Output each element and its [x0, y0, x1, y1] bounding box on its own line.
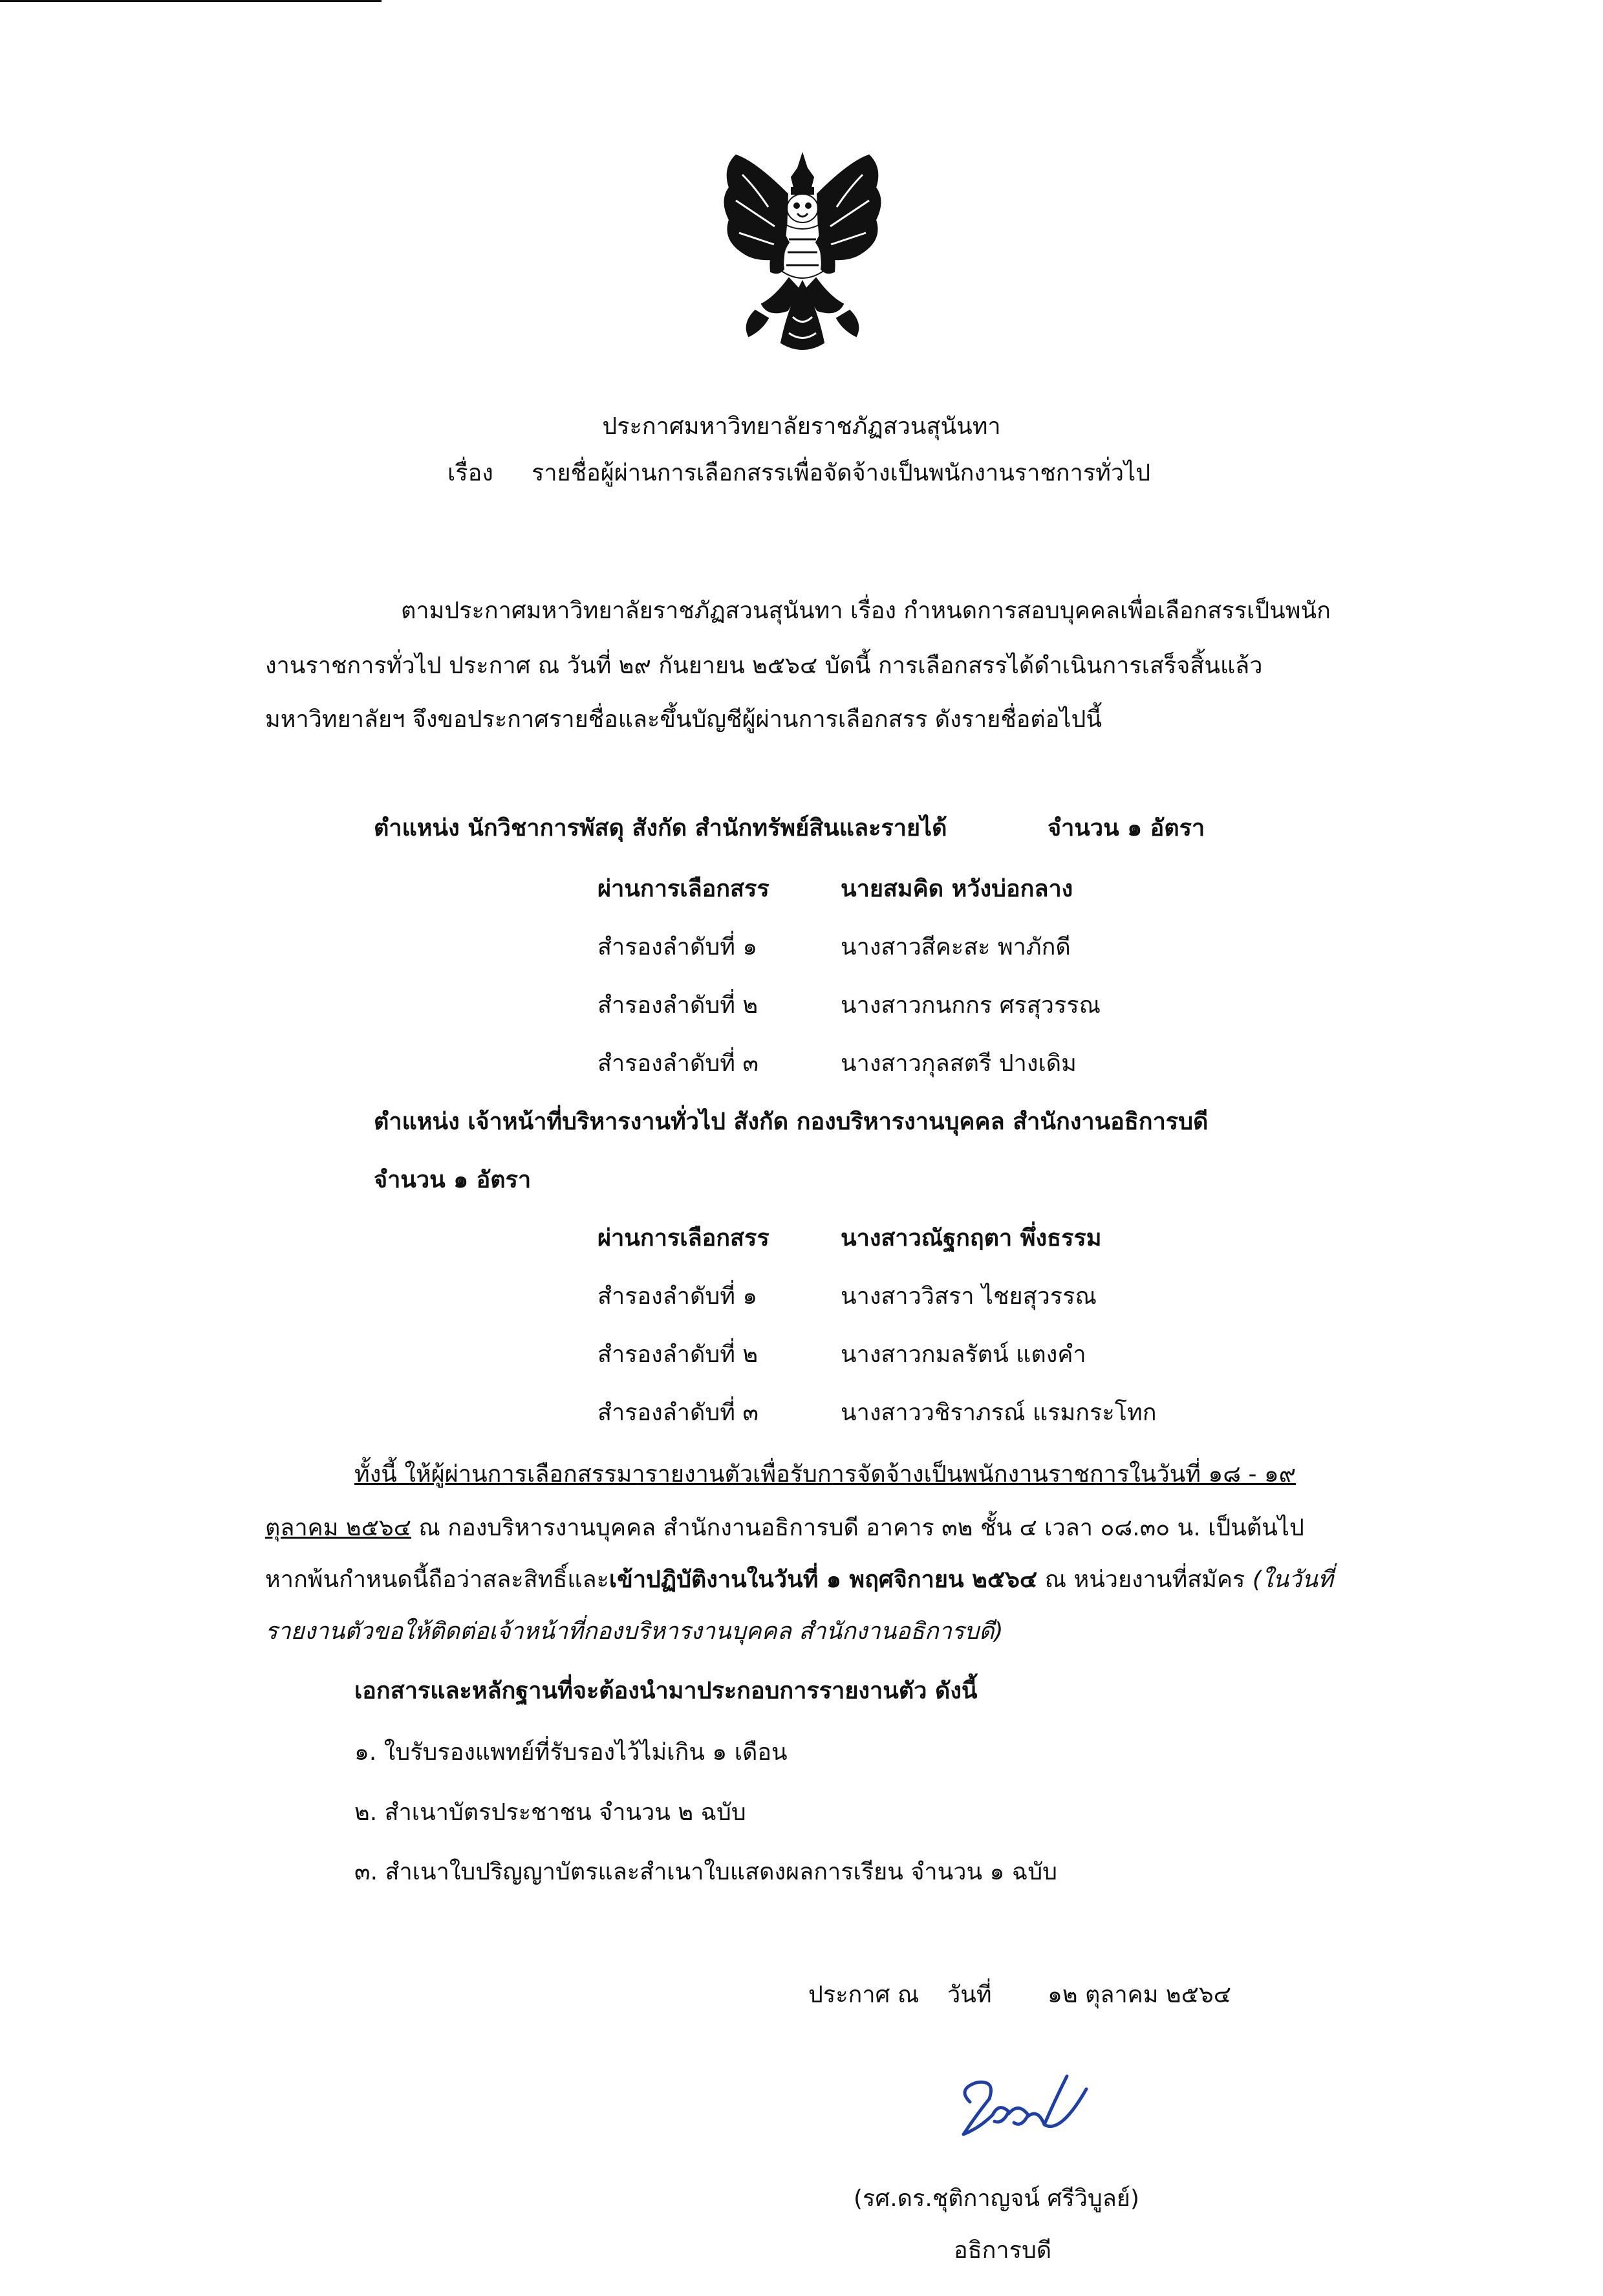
notice-line-3 — [265, 1564, 1333, 1596]
reserve-name: นางสาวกนกกร ศรสุวรรณ — [841, 992, 1101, 1019]
title-divider — [0, 0, 382, 2]
notice-unit: ณ หน่วยงานที่สมัคร — [1037, 1566, 1253, 1593]
passed-label: ผ่านการเลือกสรร — [597, 1225, 769, 1251]
signature-icon — [931, 2063, 1125, 2157]
reserve-label: สำรองลำดับที่ ๓ — [597, 1400, 759, 1426]
reserve-label: สำรองลำดับที่ ๒ — [597, 1341, 758, 1368]
passed-label: ผ่านการเลือกสรร — [597, 876, 769, 902]
notice-forfeit: หากพ้นกำหนดนี้ถือว่าสละสิทธิ์และ — [265, 1566, 609, 1593]
reserve-name: นางสาววชิราภรณ์ แรมกระโทก — [841, 1400, 1157, 1426]
notice-location: ณ กองบริหารงานบุคคล สำนักงานอธิการบดี อาคาร ๓๒ ชั้น ๔ เวลา ๐๘.๓๐ น. เป็นต้นไป — [411, 1515, 1304, 1541]
subject-text: รายชื่อผู้ผ่านการเลือกสรรเพื่อจัดจ้างเป็นพนักงานราชการทั่วไป — [532, 460, 1151, 486]
reserve-label: สำรองลำดับที่ ๑ — [597, 1283, 758, 1310]
passed-name: นางสาวณัฐกฤตา พึ่งธรรม — [841, 1225, 1102, 1251]
subject-label: เรื่อง — [447, 460, 493, 486]
garuda-emblem-icon — [716, 149, 888, 362]
announce-date: ๑๒ ตุลาคม ๒๕๖๔ — [1048, 1982, 1232, 2008]
reserve-label: สำรองลำดับที่ ๓ — [597, 1050, 759, 1077]
date-label: วันที่ — [947, 1982, 992, 2008]
passed-name: นายสมคิด หวังบ่อกลาง — [841, 876, 1073, 902]
signatory-name: (รศ.ดร.ชุติกาญจน์ ศรีวิบูลย์) — [854, 2185, 1139, 2212]
reserve-name: นางสาวสีคะสะ พาภักดี — [841, 934, 1071, 960]
position-quota: จำนวน ๑ อัตรา — [374, 1167, 532, 1193]
announce-label: ประกาศ ณ — [808, 1982, 920, 2008]
notice-line-2 — [265, 1512, 1304, 1544]
position-title: ตำแหน่ง เจ้าหน้าที่บริหารงานทั่วไป สังกัด กองบริหารงานบุคคล สำนักงานอธิการบดี — [374, 1109, 1209, 1135]
intro-line-3: มหาวิทยาลัยฯ จึงขอประกาศรายชื่อและขึ้นบัญชีผู้ผ่านการเลือกสรร ดังรายชื่อต่อไปนี้ — [265, 706, 1102, 733]
signatory-title: อธิการบดี — [954, 2237, 1052, 2264]
reserve-name: นางสาวกมลรัตน์ แตงคำ — [841, 1341, 1086, 1368]
document-item: ๑. ใบรับรองแพทย์ที่รับรองไว้ไม่เกิน ๑ เดือน — [354, 1739, 788, 1766]
reserve-label: สำรองลำดับที่ ๑ — [597, 934, 758, 960]
document-item: ๒. สำเนาบัตรประชาชน จำนวน ๒ ฉบับ — [354, 1799, 746, 1826]
documents-heading: เอกสารและหลักฐานที่จะต้องนำมาประกอบการรายงานตัว ดังนี้ — [354, 1678, 978, 1704]
notice-start-date: เข้าปฏิบัติงานในวันที่ ๑ พฤศจิกายน ๒๕๖๔ — [608, 1566, 1038, 1593]
reserve-name: นางสาววิสรา ไชยสุวรรณ — [841, 1283, 1097, 1310]
intro-line-2: งานราชการทั่วไป ประกาศ ณ วันที่ ๒๙ กันยายน ๒๕๖๔ บัดนี้ การเลือกสรรได้ดำเนินการเสร็จสิ้นแล้ว — [265, 653, 1263, 679]
notice-line-4: รายงานตัวขอให้ติดต่อเจ้าหน้าที่กองบริหารงานบุคคล สำนักงานอธิการบดี) — [265, 1618, 1004, 1645]
reserve-label: สำรองลำดับที่ ๒ — [597, 992, 758, 1019]
position-title: ตำแหน่ง นักวิชาการพัสดุ สังกัด สำนักทรัพย์สินและรายได้ — [374, 815, 947, 841]
announcement-title: ประกาศมหาวิทยาลัยราชภัฏสวนสุนันทา — [602, 413, 1001, 440]
notice-date-range: ตุลาคม ๒๕๖๔ — [265, 1515, 411, 1541]
reserve-name: นางสาวกุลสตรี ปางเดิม — [841, 1050, 1077, 1077]
position-quota: จำนวน ๑ อัตรา — [1048, 815, 1205, 841]
document-item: ๓. สำเนาใบปริญญาบัตรและสำเนาใบแสดงผลการเรียน จำนวน ๑ ฉบับ — [354, 1859, 1058, 1885]
notice-contact-start: (ในวันที่ — [1252, 1566, 1333, 1593]
notice-line-1: ทั้งนี้ ให้ผู้ผ่านการเลือกสรรมารายงานตัวเพื่อรับการจัดจ้างเป็นพนักงานราชการในวันที่ ๑๘ - ๑๙ — [354, 1461, 1296, 1488]
intro-line-1: ตามประกาศมหาวิทยาลัยราชภัฏสวนสุนันทา เรื่อง กำหนดการสอบบุคคลเพื่อเลือกสรรเป็นพนัก — [401, 598, 1331, 624]
